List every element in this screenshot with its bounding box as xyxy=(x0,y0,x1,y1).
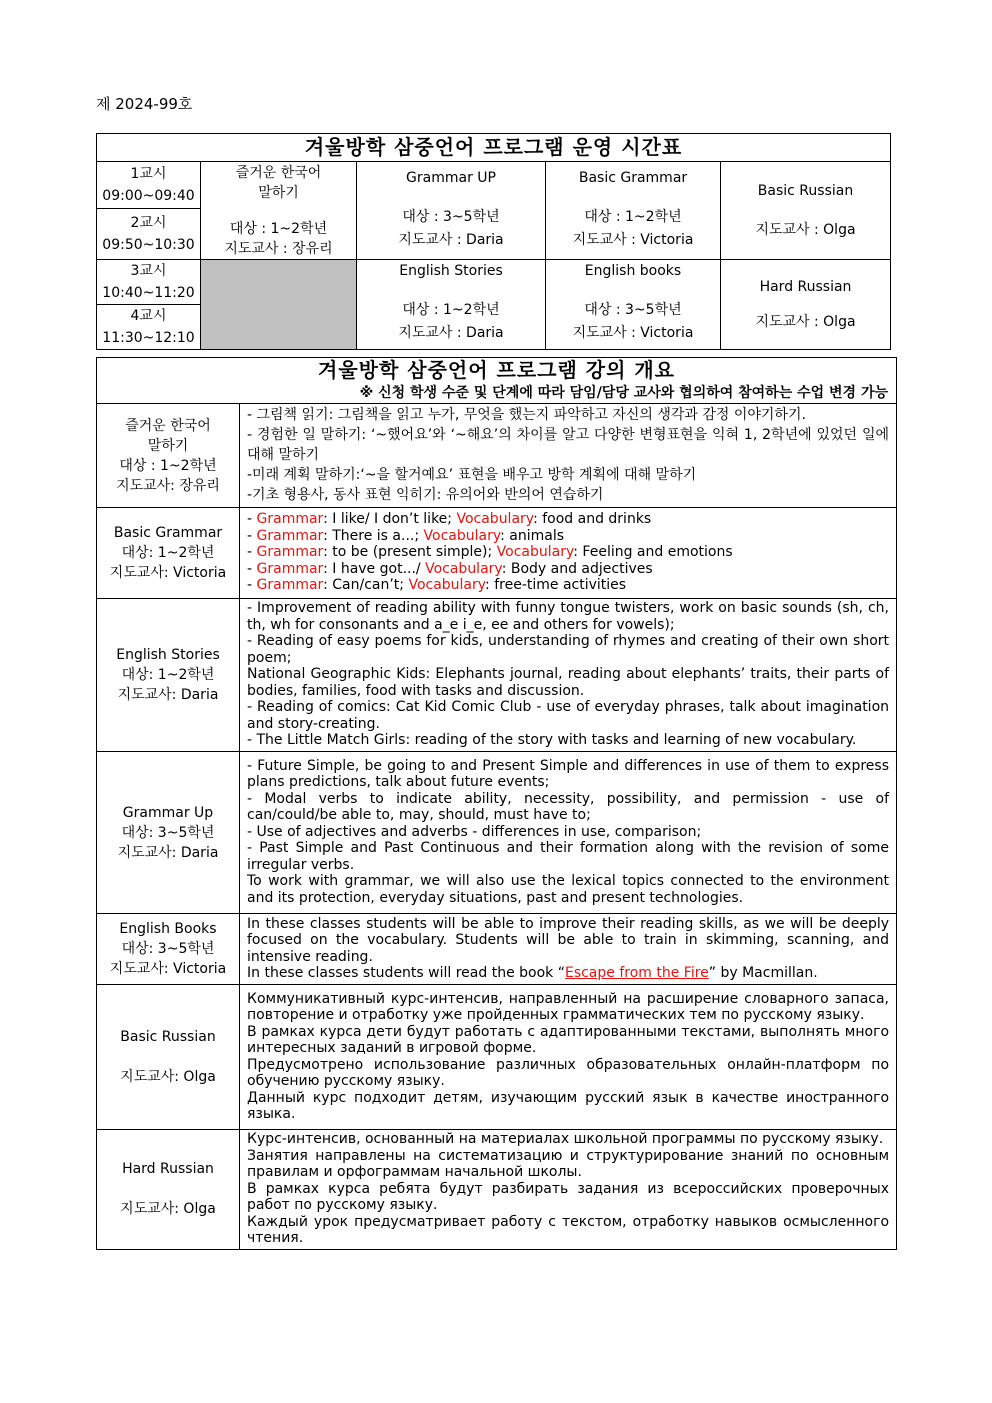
english-stories-cell: English Stories 대상 : 1~2학년 지도교사 : Daria xyxy=(357,260,546,350)
course-label-grammar-up: Grammar Up 대상: 3~5학년 지도교사: Daria xyxy=(97,752,240,914)
document-number: 제 2024-99호 xyxy=(96,95,193,113)
overview-note: ※ 신청 학생 수준 및 단계에 따라 담임/담당 교사와 협의하여 참여하는 수업 변경 가능 xyxy=(359,385,889,401)
course-desc-english-books: In these classes students will be able to improve their reading skills, as we will be deeply focused on the vocabulary. Students will be able to train in skimming, scanning, and intensive reading. In these classes students will read the book “Escape from the Fire” by Macmillan. xyxy=(240,914,897,985)
grammar-item: - Grammar: to be (present simple); Vocabulary: Feeling and emotions xyxy=(247,544,733,561)
period-3: 3교시 10:40~11:20 xyxy=(97,260,201,305)
empty-gray-cell xyxy=(201,260,357,350)
overview-table xyxy=(96,357,897,1250)
course-label-basic-russian: Basic Russian 지도교사: Olga xyxy=(97,985,240,1130)
korean-speaking-cell: 즐거운 한국어 말하기 대상 : 1~2학년 지도교사 : 장유리 xyxy=(201,162,357,260)
course-desc-basic-grammar xyxy=(240,508,897,599)
basic-russian-cell: Basic Russian 지도교사 : Olga xyxy=(721,162,891,260)
schedule-table xyxy=(96,133,891,350)
grammar-item: - Grammar: I have got.../ Vocabulary: Body and adjectives xyxy=(247,560,653,577)
grammar-item: - Grammar: Can/can’t; Vocabulary: free-time activities xyxy=(247,577,627,594)
grammar-item: - Grammar: I like/ I don’t like; Vocabulary: food and drinks xyxy=(247,511,652,528)
course-desc-korean: - 그림책 읽기: 그림책을 읽고 누가, 무엇을 했는지 파악하고 자신의 생각과 감정 이야기하기. - 경험한 일 말하기: ‘~했어요’와 ‘~해요’의 차이를 알고 다양한 변형표현을 익혀 1, 2학년에 있었던 일에 대해 말하기 -미래 계획 말하기:‘~을 할거예요’ 표현을 배우고 방학 계획에 대해 말하기 -기초 형용사, 동사 표현 익히기: 유의어와 반의어 연습하기 xyxy=(240,404,897,508)
course-desc-hard-russian: Курс-интенсив, основанный на материалах школьной программы по русскому языку. Занятия направлены на систематизацию и структурирование знаний по основным правилам и орфограммам начальной школы. В рамках курса ребята будут разбирать задания из всероссийских проверочных работ по русскому языку. Каждый урок предусматривает работу с текстом, отработку навыков осмысленного чтения. xyxy=(240,1130,897,1250)
english-books-cell: English books 대상 : 3~5학년 지도교사 : Victoria xyxy=(546,260,721,350)
course-desc-grammar-up: - Future Simple, be going to and Present Simple and differences in use of them to express plans predictions, talk about future events; - Modal verbs to indicate ability, necessity, possibility, and permission - use of can/could/be able to, may, should, must have to; - Use of adjectives and adverbs - differences in use, comparison; - Past Simple and Past Continuous and their formation along with the revision of some irregular verbs. To work with grammar, we will also use the lexical topics connected to the environment and its protection, everyday situations, past and present technologies. xyxy=(240,752,897,914)
course-desc-basic-russian: Коммуникативный курс-интенсив, направленный на расширение словарного запаса, повторение и отработку уже пройденных грамматических тем по русскому языку. В рамках курса дети будут работать с адаптированными текстами, выполнять много интересных заданий в игровой форме. Предусмотрено использование различных образовательных онлайн-платформ по обучению русскому языку. Данный курс подходит детям, изучающим русский язык в качестве иностранного языка. xyxy=(240,985,897,1130)
hard-russian-cell: Hard Russian 지도교사 : Olga xyxy=(721,260,891,350)
course-label-english-stories: English Stories 대상: 1~2학년 지도교사: Daria xyxy=(97,599,240,752)
book-title-link[interactable]: Escape from the Fire xyxy=(564,965,709,981)
period-2: 2교시 09:50~10:30 xyxy=(97,208,201,259)
basic-grammar-cell: Basic Grammar 대상 : 1~2학년 지도교사 : Victoria xyxy=(546,162,721,260)
schedule-title: 겨울방학 삼중언어 프로그램 운영 시간표 xyxy=(97,134,891,162)
course-desc-english-stories: - Improvement of reading ability with funny tongue twisters, work on basic sounds (sh, ch, th, wh for consonants and a_e i_e, ee and others for vowels); - Reading of easy poems for kids, understanding of rhymes and creating of their own short poem; National Geographic Kids: Elephants journal, reading about elephants’ traits, their parts of bodies, families, food with tasks and discussion. - Reading of comics: Cat Kid Comic Club - use of everyday phrases, talk about imagination and story-creating. - The Little Match Girls: reading of the story with tasks and learning of new vocabulary. xyxy=(240,599,897,752)
period-4: 4교시 11:30~12:10 xyxy=(97,305,201,350)
overview-title: 겨울방학 삼중언어 프로그램 강의 개요 xyxy=(318,358,675,382)
grammar-item: - Grammar: There is a...; Vocabulary: animals xyxy=(247,527,565,544)
course-label-english-books: English Books 대상: 3~5학년 지도교사: Victoria xyxy=(97,914,240,985)
period-1: 1교시 09:00~09:40 xyxy=(97,162,201,209)
grammar-up-cell: Grammar UP 대상 : 3~5학년 지도교사 : Daria xyxy=(357,162,546,260)
course-label-basic-grammar: Basic Grammar 대상: 1~2학년 지도교사: Victoria xyxy=(97,508,240,599)
course-label-korean: 즐거운 한국어 말하기 대상 : 1~2학년 지도교사: 장유리 xyxy=(97,404,240,508)
overview-header xyxy=(97,358,897,404)
course-label-hard-russian: Hard Russian 지도교사: Olga xyxy=(97,1130,240,1250)
